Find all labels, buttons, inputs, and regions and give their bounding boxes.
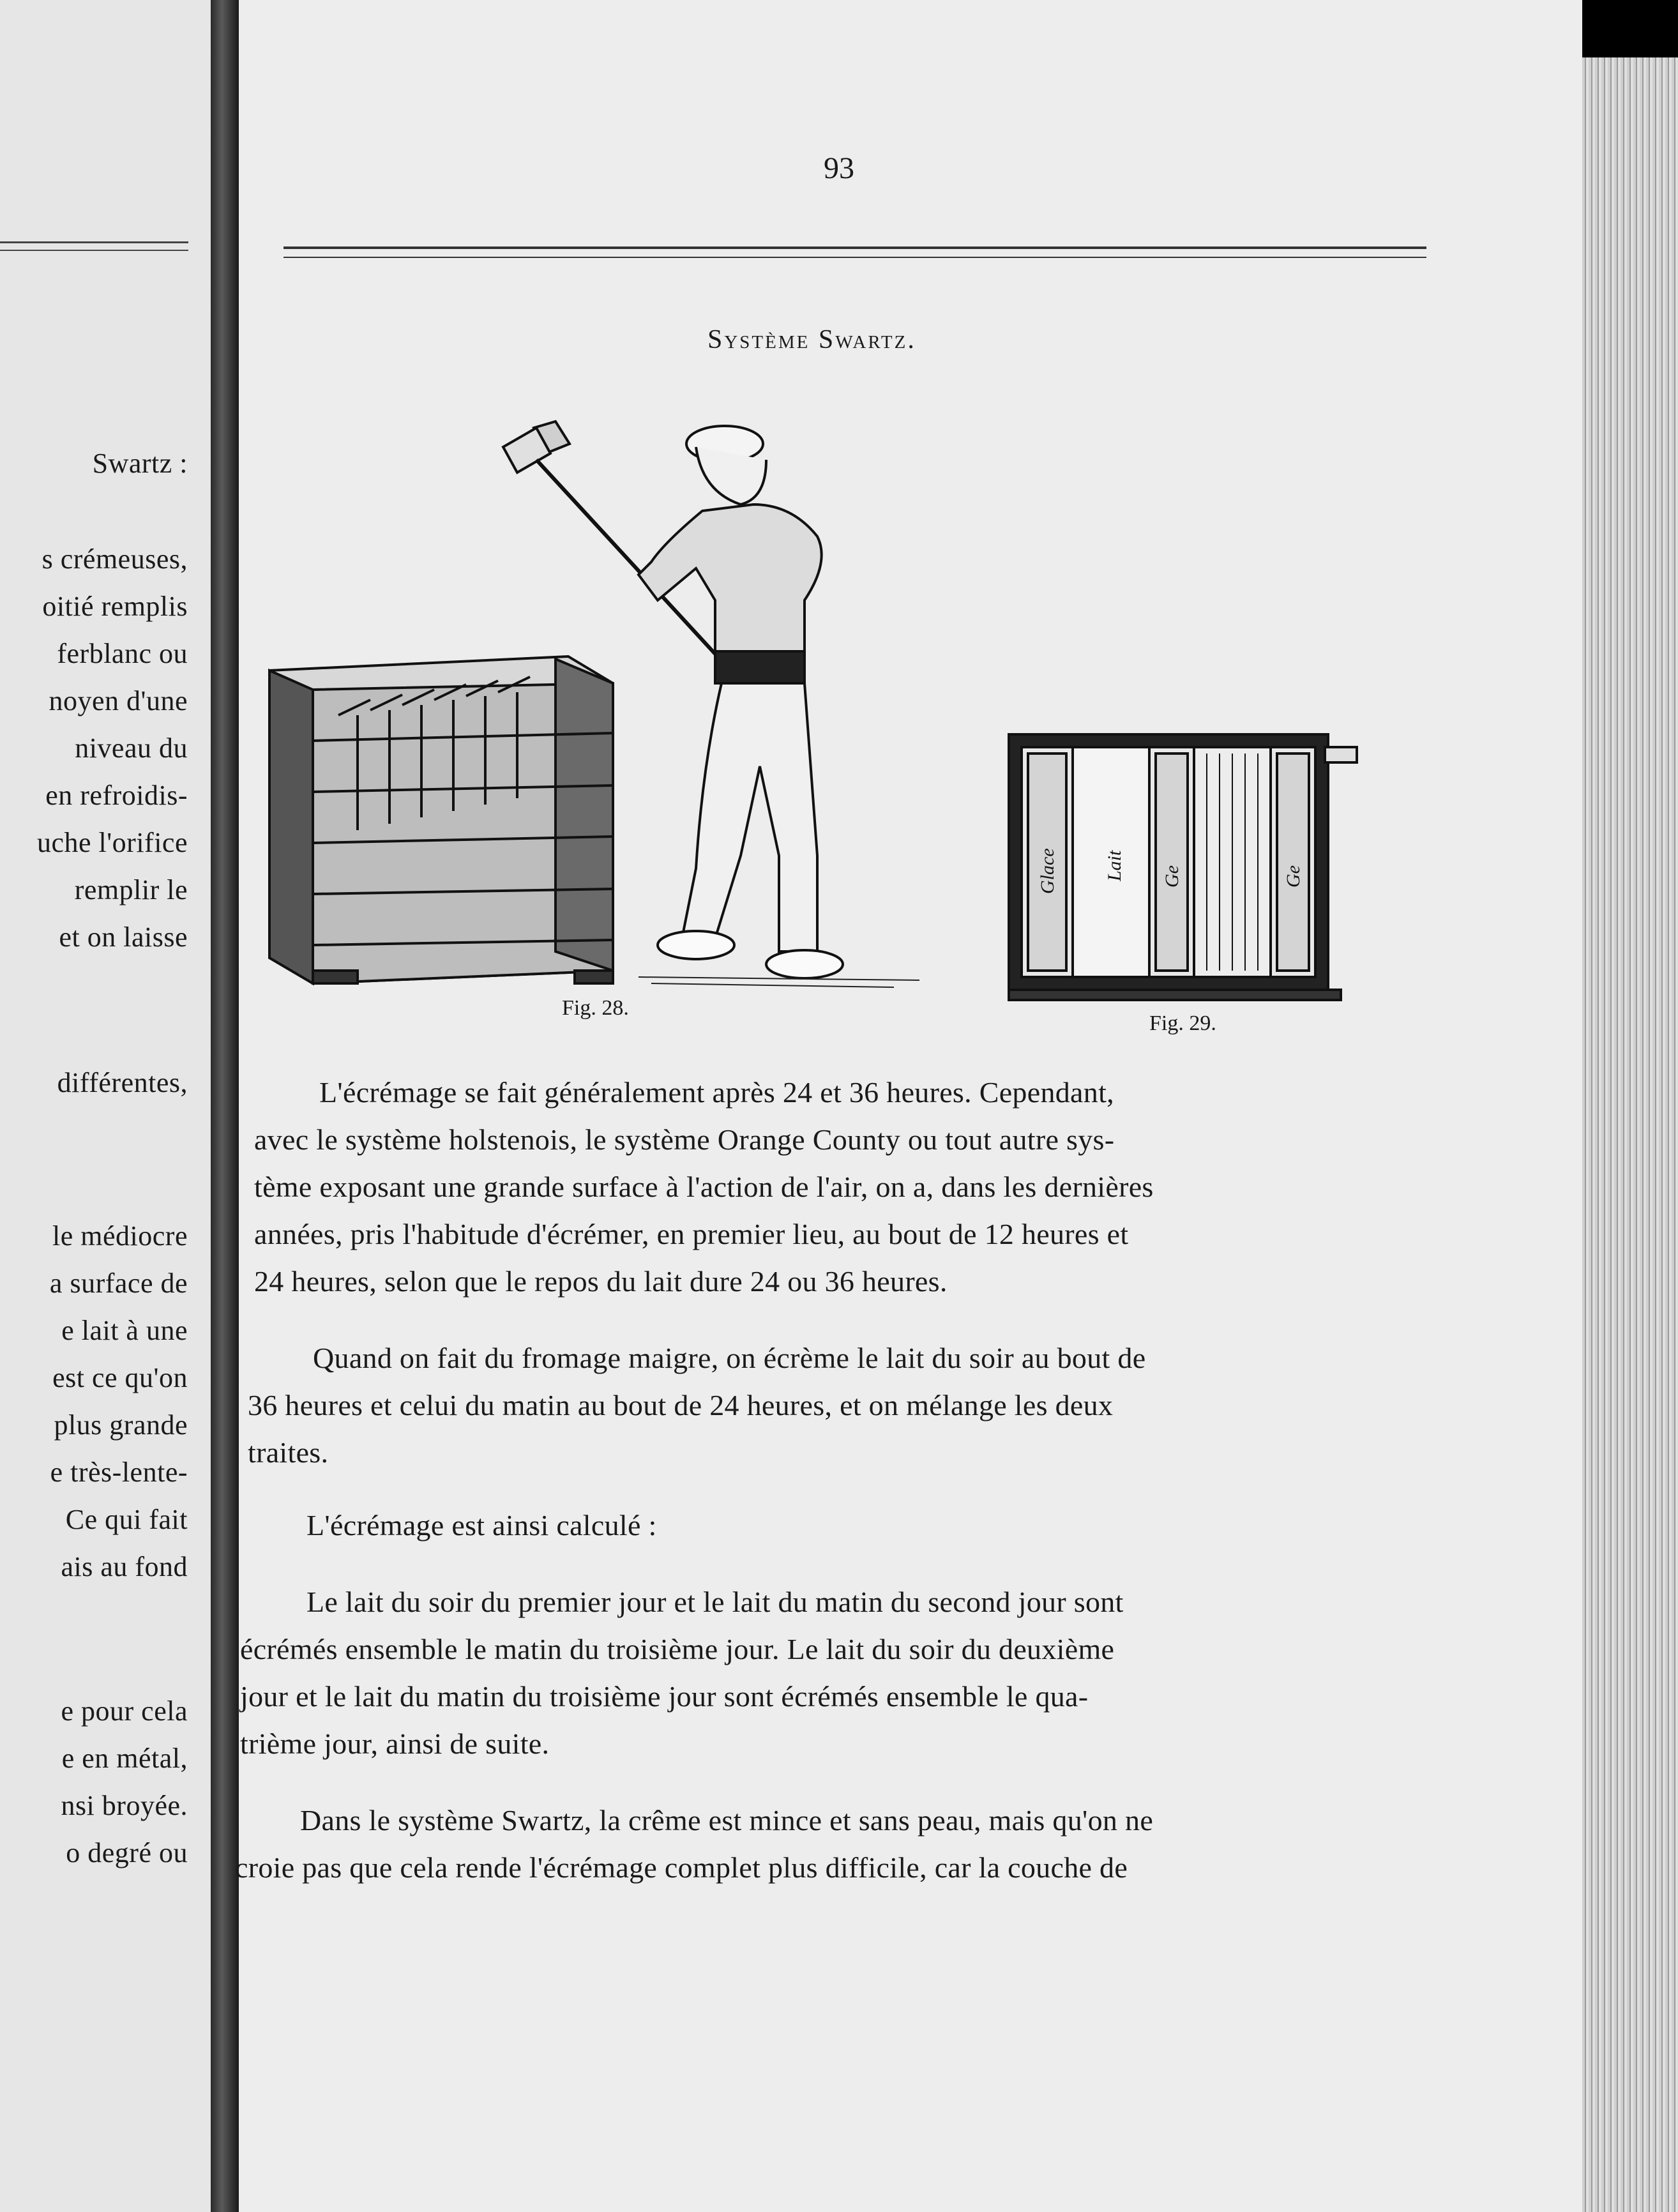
page-edges [1582, 57, 1678, 2212]
fig-29-label-glace: Glace [1037, 848, 1058, 894]
left-line: ais au fond [61, 1551, 188, 1582]
paragraph-line: années, pris l'habitude d'écrémer, en premier lieu, au bout de 12 heures et [254, 1218, 1129, 1250]
left-line: o degré ou [66, 1837, 188, 1868]
left-line: Swartz : [92, 448, 188, 479]
fig-29-label-lait: Lait [1104, 850, 1125, 881]
left-line: niveau du [75, 732, 188, 764]
paragraph-line: Quand on fait du fromage maigre, on écrème le lait du soir au bout de [313, 1342, 1146, 1374]
left-line: Ce qui fait [65, 1504, 188, 1535]
fig-28-caption: Fig. 28. [562, 996, 629, 1020]
left-line: est ce qu'on [52, 1362, 188, 1393]
left-line: uche l'orifice [36, 827, 188, 858]
left-line: différentes, [57, 1067, 188, 1098]
paragraph-line: 24 heures, selon que le repos du lait dure 24 ou 36 heures. [254, 1265, 948, 1298]
paragraph-line: écrémés ensemble le matin du troisième jour. Le lait du soir du deuxième [240, 1633, 1115, 1665]
header-rule [283, 246, 1426, 258]
left-line: s crémeuses, [42, 543, 188, 575]
fig-29-illustration [1002, 722, 1405, 1015]
left-facing-page [0, 0, 215, 2212]
left-line: remplir le [74, 874, 188, 905]
paragraph-line: tème exposant une grande surface à l'action de l'air, on a, dans les dernières [254, 1170, 1154, 1203]
left-line: plus grande [54, 1409, 188, 1441]
page-number: 93 [824, 151, 854, 185]
left-line: et on laisse [59, 921, 188, 953]
left-line: nsi broyée. [61, 1790, 188, 1821]
paragraph-line: L'écrémage se fait généralement après 24 et 36 heures. Cependant, [319, 1076, 1114, 1109]
left-line: a surface de [49, 1268, 188, 1299]
paragraph-line: L'écrémage est ainsi calculé : [306, 1509, 657, 1542]
left-line: le médiocre [52, 1220, 188, 1252]
paragraph-line: trième jour, ainsi de suite. [240, 1727, 550, 1760]
paragraph-line: 36 heures et celui du matin au bout de 24 heures, et on mélange les deux [248, 1389, 1114, 1421]
fig-29-label-ge: Ge [1161, 865, 1183, 888]
fig-29-caption: Fig. 29. [1149, 1011, 1216, 1035]
left-line: noyen d'une [49, 685, 188, 716]
paragraph-line: jour et le lait du matin du troisième jour sont écrémés ensemble le qua- [240, 1680, 1089, 1713]
paragraph-line: Le lait du soir du premier jour et le lait du matin du second jour sont [306, 1586, 1124, 1618]
left-line: e très-lente- [50, 1457, 188, 1488]
left-line: ferblanc ou [57, 638, 188, 669]
paragraph-line: avec le système holstenois, le système Orange County ou tout autre sys- [254, 1123, 1115, 1156]
left-line: e pour cela [61, 1695, 188, 1727]
left-line: oitié remplis [42, 591, 188, 622]
section-title: Système Swartz. [707, 325, 916, 354]
left-line: e en métal, [61, 1743, 188, 1774]
paragraph-line: traites. [248, 1436, 329, 1469]
fig-29-label-ge: Ge [1283, 865, 1304, 888]
paragraph-line: Dans le système Swartz, la crême est mince et sans peau, mais qu'on ne [300, 1804, 1154, 1837]
left-line: e lait à une [61, 1315, 188, 1346]
fig-28-illustration [255, 409, 926, 1009]
left-header-rule [0, 241, 188, 251]
left-line: en refroidis- [45, 780, 188, 811]
paragraph-line: croie pas que cela rende l'écrémage complet plus difficile, car la couche de [235, 1851, 1128, 1884]
